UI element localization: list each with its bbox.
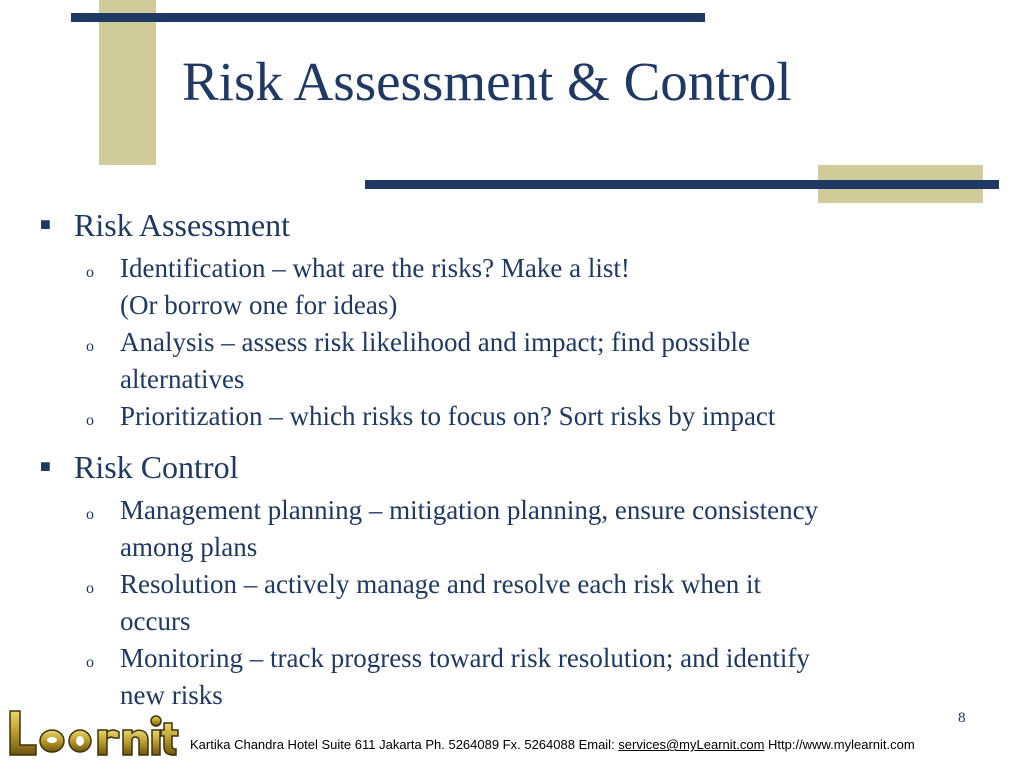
circle-bullet-icon: o bbox=[86, 506, 94, 523]
level2-item bbox=[86, 640, 1009, 714]
slide-content bbox=[34, 205, 1009, 718]
item-text: Analysis – assess risk likelihood and impact; find possible bbox=[120, 327, 750, 357]
item-text: Resolution – actively manage and resolve each risk when it bbox=[120, 569, 762, 599]
item-text-continued: new risks bbox=[120, 680, 223, 710]
section-risk-assessment bbox=[34, 205, 1009, 439]
footer-contact bbox=[190, 737, 915, 752]
level2-item bbox=[86, 250, 1009, 324]
item-text-continued: alternatives bbox=[120, 364, 245, 394]
footer-website: Http://www.mylearnit.com bbox=[764, 737, 915, 752]
email-link[interactable]: services@myLearnit.com bbox=[618, 737, 765, 752]
footer-address: Kartika Chandra Hotel Suite 611 Jakarta Ph. 5264089 Fx. 5264088 Email: bbox=[190, 737, 619, 752]
section-risk-control bbox=[34, 447, 1009, 714]
slide-title: Risk Assessment & Control bbox=[182, 51, 792, 112]
item-text: Monitoring – track progress toward risk resolution; and identify bbox=[120, 643, 810, 673]
circle-bullet-icon: o bbox=[86, 264, 94, 281]
level2-item bbox=[86, 492, 1009, 566]
item-text: Management planning – mitigation planning, ensure consistency bbox=[120, 495, 819, 525]
item-text-continued: occurs bbox=[120, 606, 191, 636]
item-text: Prioritization – which risks to focus on? Sort risks by impact bbox=[120, 401, 776, 431]
square-bullet-icon: ■ bbox=[40, 214, 51, 234]
level2-item bbox=[86, 324, 1009, 398]
square-bullet-icon: ■ bbox=[40, 456, 51, 476]
circle-bullet-icon: o bbox=[86, 412, 94, 429]
item-text-continued: (Or borrow one for ideas) bbox=[120, 290, 398, 320]
level1-item bbox=[34, 205, 1009, 250]
level2-item bbox=[86, 566, 1009, 640]
decorative-vertical-bar bbox=[99, 0, 156, 165]
page-number: 8 bbox=[958, 710, 966, 726]
item-text: Identification – what are the risks? Make a list! bbox=[120, 253, 630, 283]
level1-item bbox=[34, 447, 1009, 492]
section-heading: Risk Control bbox=[74, 449, 239, 485]
decorative-top-line bbox=[71, 13, 705, 22]
learnit-logo bbox=[4, 703, 182, 770]
circle-bullet-icon: o bbox=[86, 580, 94, 597]
circle-bullet-icon: o bbox=[86, 654, 94, 671]
section-heading: Risk Assessment bbox=[74, 207, 291, 243]
item-text-continued: among plans bbox=[120, 532, 258, 562]
decorative-bottom-line bbox=[365, 180, 999, 189]
level2-item bbox=[86, 398, 1009, 439]
circle-bullet-icon: o bbox=[86, 338, 94, 355]
